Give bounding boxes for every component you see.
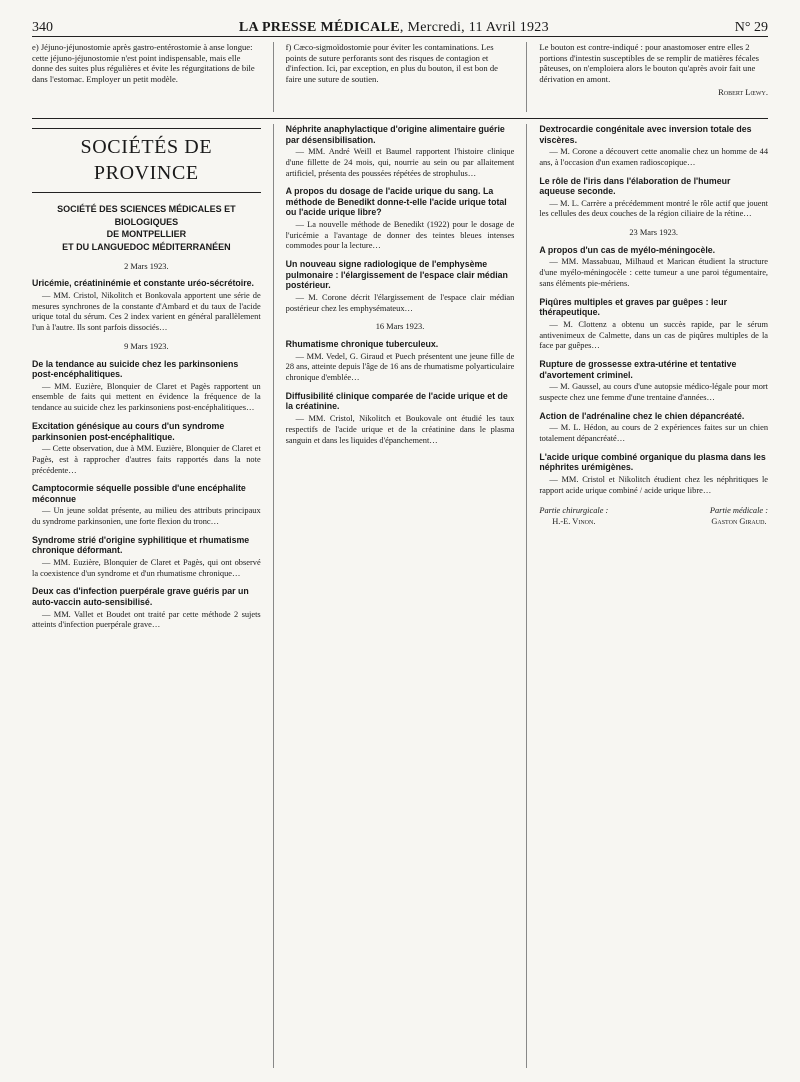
top-col-1: e) Jéjuno-jéjunostomie après gastro-entérostomie à anse longue: cette jéjuno-jéjunostomie n'est point indispensable, mais elle donne des suites plus régulières et évite les régurgitations de bile dans l'estomac. Employer un petit modèle. (32, 42, 255, 85)
article: L'acide urique combiné organique du plasma dans les néphrites urémigènes. — MM. Cristol et Nikolitch étudient chez les néphritiques le rapport acide urique combiné / acide urique libre… (539, 451, 769, 495)
page-header (32, 14, 768, 37)
signatures (539, 506, 768, 528)
session-date: 23 Mars 1923. (629, 228, 678, 238)
signature-right: Partie médicale : Gaston Giraud. (709, 506, 769, 527)
author-signature: Robert Lœwy. (718, 86, 769, 97)
article: Deux cas d'infection puerpérale grave guéris par un auto-vaccin auto-sensibilisé. — MM. Vallet et Boudet ont traité par cette méthode 2 sujets atteints d'infection puerpérale grave… (32, 586, 261, 630)
article: Le rôle de l'iris dans l'élaboration de l'humeur aqueuse seconde. — M. L. Carrère a précédemment montré le rôle actif que jouent les cellules des deux couches de la région ciliaire de la rétine… (539, 175, 769, 219)
article: Syndrome strié d'origine syphilitique et rhumatisme chronique déformant. — MM. Euzière, Blonquier de Claret et Pagès, qui ont observé la coexistence d'un syndrome et d'un rhumatisme chronique… (32, 534, 261, 578)
article: Diffusibilité clinique comparée de l'acide urique et de la créatinine. — MM. Cristol, Nikolitch et Boukovale ont étudié les taux respectifs de l'acide urique et de la créatinine dans le plasma sanguin et dans les liquides d'épanchement… (285, 390, 515, 445)
article: Uricémie, créatininémie et constante uréo-sécrétoire. — MM. Cristol, Nikolitch et Bonkovala apportent une série de mesures synchrones de la constante d'Ambard et du taux de l'acide urique total du sérum. Ces 2 index varient en général parallèlement l'un à l'autre. Ils sont parfois dissociés… (32, 278, 261, 333)
society-name: SOCIÉTÉ DES SCIENCES MÉDICALES ET BIOLOGIQUES DE MONTPELLIER ET DU LANGUEDOC MÉDITERRANÉEN (57, 204, 236, 252)
article: Un nouveau signe radiologique de l'emphysème pulmonaire : l'élargissement de l'espace clair médian postérieur. — M. Corone décrit l'élargissement de l'espace clair médian postérieur chez les emphysémateux… (285, 259, 515, 313)
article: Néphrite anaphylactique d'origine alimentaire guérie par désensibilisation. — MM. André Weill et Baumel rapportent l'histoire clinique d'une fillette de 24 mois, qui, nourrie au sein ou par allaitement artificiel, présenta des poussées répétées de strophulus… (285, 124, 515, 178)
article: A propos du dosage de l'acide urique du sang. La méthode de Benedikt donne-t-elle l'acide urique total ou l'acide urique libre? — La nouvelle méthode de Benedikt (1922) pour le dosage de l'uricémie a l'avantage de donner des teintes bleues intenses commodes pour la lecture… (285, 186, 515, 251)
column-2 (286, 124, 515, 1068)
article: Piqûres multiples et graves par guêpes : leur thérapeutique. — M. Clottenz a obtenu un succès rapide, par le sérum antivenimeux de Calmette, dans un cas de piqûres multiples de la face par guêpes… (539, 296, 769, 351)
page-number: 340 (32, 20, 53, 35)
session-date: 16 Mars 1923. (375, 322, 425, 332)
top-continuation (32, 42, 768, 112)
column-3 (539, 124, 768, 1068)
top-col-3: Le bouton est contre-indiqué : pour anastomoser entre elles 2 portions d'intestin susceptibles de se remplir de matières fécales pâteuses, on n'emploiera alors le bouton qu'après avoir fait une dérivation en amont. Robert Lœwy. (539, 42, 769, 97)
article: A propos d'un cas de myélo-méningocèle. — MM. Massabuau, Milhaud et Marican étudient la structure d'une myélo-méningocèle : cette tumeur a une paroi tégumentaire, sans éléments pie-mériens. (539, 244, 769, 288)
article: Action de l'adrénaline chez le chien dépancréaté. — M. L. Hédon, au cours de 2 expériences faites sur un chien totalement dépancréaté… (539, 410, 769, 443)
session-date: 9 Mars 1923. (124, 341, 169, 351)
article: Camptocormie séquelle possible d'une encéphalite méconnue — Un jeune soldat présente, au milieu des attributs principaux du syndrome parkinsonien, une forte flexion du tronc… (32, 483, 261, 527)
article: Rupture de grossesse extra-utérine et tentative d'avortement criminel. — M. Gaussel, au cours d'une autopsie médico-légale pour mort suspecte chez une femme d'une trentaine d'années… (539, 359, 769, 402)
article: De la tendance au suicide chez les parkinsoniens post-encéphalitiques. — MM. Euzière, Blonquier de Claret et Pagès rapportent un ensemble de faits qui mettent en évidence la fréquence de la tendance au suicide chez les parkinsoniens post-encéphalitiques… (32, 358, 261, 413)
article: Rhumatisme chronique tuberculeux. — MM. Vedel, G. Giraud et Puech présentent une jeune fille de 28 ans, atteinte depuis l'âge de 16 ans de rhumatisme polyarticulaire chronique d'emblée… (285, 339, 515, 383)
article: Dextrocardie congénitale avec inversion totale des viscères. — M. Corone a découvert cette anomalie chez un homme de 44 ans, à l'occasion d'un examen radioscopique… (539, 124, 769, 167)
journal-title: LA PRESSE MÉDICALE, Mercredi, 11 Avril 1923 (238, 20, 549, 35)
top-col-2: f) Cæco-sigmoïdostomie pour éviter les contaminations. Les points de suture perforants sont des risques de contagion et d'infection. Ici, par exception, en plus du bouton, il est bon de faire une suture de soutien. (285, 42, 498, 85)
article: Excitation génésique au cours d'un syndrome parkinsonien post-encéphalitique. — Cette observation, due à MM. Euzière, Blonquier de Claret et Pagès, est à rapprocher d'autres faits rapportés dans la note précédente… (32, 420, 261, 475)
signature-left: Partie chirurgicale : H.-E. Vinon. (539, 506, 609, 527)
section-title: SOCIÉTÉS DE PROVINCE (80, 136, 213, 184)
column-1 (32, 124, 261, 1068)
issue-number: N° 29 (734, 20, 768, 35)
session-date: 2 Mars 1923. (124, 261, 169, 271)
